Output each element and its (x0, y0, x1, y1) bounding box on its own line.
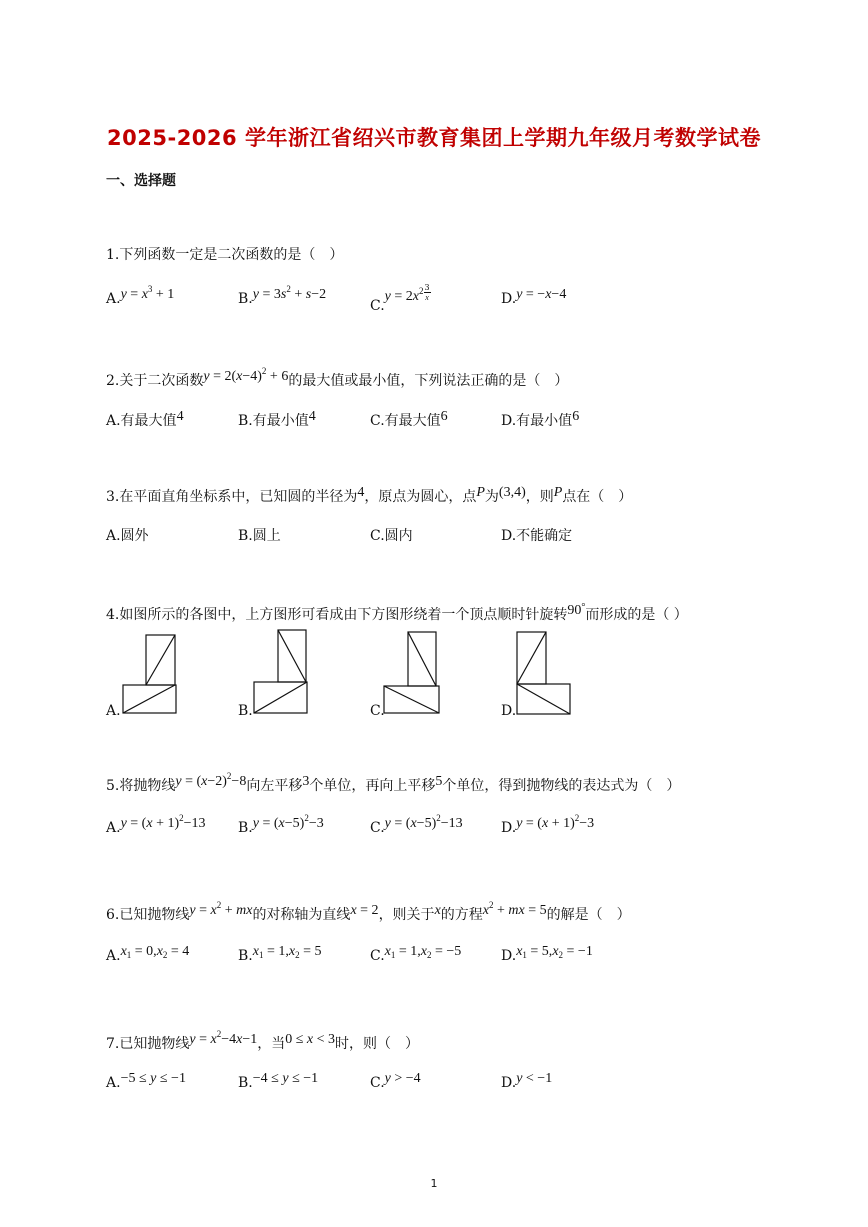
q1-option-b: $B.y = 3s^2 + s-2$ (238, 284, 327, 307)
q5-option-a: $A.y = (x + 1)^2-13$ (106, 813, 206, 836)
q2-option-b: B.有最小值4 (238, 409, 316, 429)
q3-option-a: A.圆外 (106, 528, 149, 544)
q4-option-a-label: A. (106, 703, 121, 719)
q1-option-d-label: D. (501, 291, 517, 307)
q4-option-d-label: D. (501, 703, 517, 719)
q4-figure-d (512, 628, 576, 718)
q1-option-c-label: C. (370, 298, 385, 314)
q2-option-a: A.有最大值4 (106, 409, 184, 429)
exam-title: 2025-2026 学年浙江省绍兴市教育集团上学期九年级月考数学试卷 (107, 126, 761, 150)
question-4-stem: 4.如图所示的各图中，上方图形可看成由下方图形绕着一个顶点顺时针旋转90°而形成的是（ ） (106, 602, 688, 623)
q3-option-c: C.圆内 (370, 528, 413, 544)
q7-option-b: B.−4 ≤ y ≤ −1 (238, 1071, 319, 1091)
question-6-stem: 6.已知抛物线$y = x^2$ + mx的对称轴为直线x = 2，则关于x的方程$x^2$ + mx = 5的解是（ ） (106, 900, 631, 923)
q1-option-c: $C.y = 2x^2$ $\frac{3}{x}$ (370, 283, 430, 314)
q3-option-d: D.不能确定 (501, 528, 573, 544)
q5-option-d: $D.y = (x + 1)^2-3$ (501, 813, 595, 836)
q6-option-b: $B.x_1 = 1,x_2 = 5$ (238, 944, 322, 964)
q5-option-b: $B.y = (x-5)^2-3$ (238, 813, 324, 836)
question-1-stem: 1.下列函数一定是二次函数的是（ ） (106, 247, 344, 263)
q1-option-b-label: B. (238, 291, 253, 307)
q5-option-c: $C.y = (x-5)^2-13$ (370, 813, 463, 836)
question-5-stem: 5.将抛物线$y = (x-2)^2-8$向左平移3个单位，再向上平移5个单位，得到抛物线的表达式为（ ） (106, 771, 681, 794)
page-number: 1 (430, 1177, 438, 1190)
q4-option-b-label: B. (238, 703, 253, 719)
q7-option-c: C.y > −4 (370, 1071, 421, 1091)
question-3-stem: 3.在平面直角坐标系中，已知圆的半径为4，原点为圆心，点P为(3,4)，则P点在（ ） (106, 485, 633, 505)
q7-option-d: D.y < −1 (501, 1071, 553, 1091)
q4-figure-b (250, 626, 314, 716)
q1-option-d: D.y = −x−4 (501, 287, 567, 307)
q3-option-b: B.圆上 (238, 528, 281, 544)
q4-option-c-label: C. (370, 703, 385, 719)
q4-figure-a (118, 632, 182, 716)
question-2-stem: 2.关于二次函数$y = 2(x-4)^2 + 6$的最大值或最小值，下列说法正确的是（ ） (106, 366, 569, 389)
question-7-stem: 7.已知抛物线$y = x^2-4x-1$，当0 ≤ x < 3时，则（ ） (106, 1029, 420, 1052)
section-heading: 一、选择题 (106, 173, 176, 189)
q1-option-a-label: A. (106, 291, 121, 307)
q6-option-a: $A.x_1 = 0,x_2 = 4$ (106, 944, 190, 964)
q1-option-a: $A.y = x^3 + 1$ (106, 284, 175, 307)
q4-figure-c (380, 628, 444, 718)
q2-option-c: C.有最大值6 (370, 409, 448, 429)
q6-option-d: $D.x_1 = 5,x_2 = -1$ (501, 944, 593, 964)
q7-option-a: A.−5 ≤ y ≤ −1 (106, 1071, 186, 1091)
q6-option-c: $C.x_1 = 1,x_2 = -5$ (370, 944, 462, 964)
q2-option-d: D.有最小值6 (501, 409, 580, 429)
